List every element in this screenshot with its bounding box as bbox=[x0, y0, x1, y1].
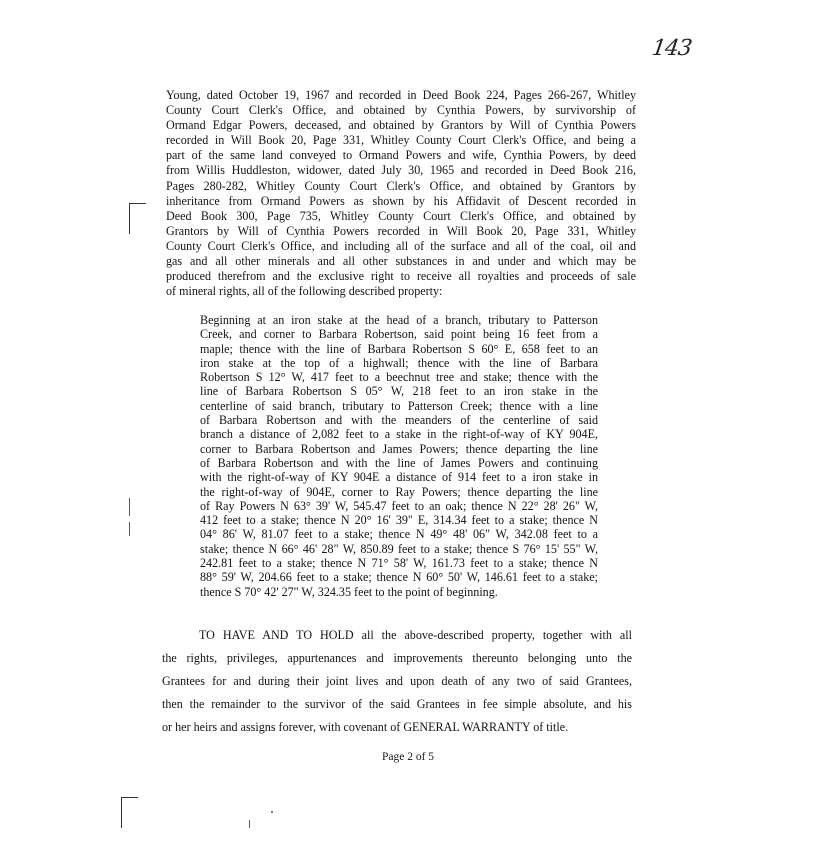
legal-description-block bbox=[200, 313, 598, 599]
text-line: of Ray Powers N 63° 39' W, 545.47 feet to an oak; thence N 22° 28' 26" W, bbox=[200, 498, 598, 513]
text-line: 88° 59' W, 204.66 feet to a stake; thence N 60° 50' W, 146.61 feet to a stake; bbox=[200, 570, 598, 585]
text-line: Grantors by Will of Cynthia Powers recorded in Will Book 20, Page 331, Whitley bbox=[166, 223, 636, 238]
text-line: recorded in Will Book 20, Page 331, Whitley County Court Clerk's Office, and being a bbox=[166, 133, 636, 148]
text-line: the right-of-way of 904E, corner to Ray Powers; thence departing the line bbox=[200, 484, 598, 499]
text-line: part of the same land conveyed to Ormand Powers and wife, Cynthia Powers, by deed bbox=[166, 148, 636, 163]
text-line: County Court Clerk's Office, and obtained by Cynthia Powers, by survivorship of bbox=[166, 103, 636, 118]
text-line: or her heirs and assigns forever, with covenant of GENERAL WARRANTY of title. bbox=[162, 720, 569, 734]
text-line: gas and all other minerals and all other substances in and under and which may be bbox=[166, 254, 636, 269]
text-line: Robertson S 12° W, 417 feet to a beechnut tree and stake; thence with the bbox=[200, 370, 598, 385]
text-line: Grantees for and during their joint lives and upon death of any two of said Grantees, bbox=[162, 674, 632, 688]
text-line: of Barbara Robertson and with the line of James Powers and continuing bbox=[200, 455, 598, 470]
text-line: then the remainder to the survivor of the said Grantees in fee simple absolute, and his bbox=[162, 697, 632, 711]
scan-speck bbox=[271, 811, 273, 813]
text-line: County Court Clerk's Office, and including all of the surface and all of the coal, oil and bbox=[166, 238, 636, 253]
scan-tick-mark bbox=[129, 522, 130, 536]
text-line: inheritance from Ormand Powers as shown by his Affidavit of Descent recorded in bbox=[166, 193, 636, 208]
text-line: of mineral rights, all of the following described property: bbox=[166, 284, 443, 299]
scan-bracket-mark bbox=[129, 203, 146, 234]
text-line: Beginning at an iron stake at the head of a branch, tributary to Patterson bbox=[200, 313, 598, 327]
text-line: Young, dated October 19, 1967 and recorded in Deed Book 224, Pages 266-267, Whitley bbox=[166, 88, 636, 102]
deed-source-paragraph bbox=[166, 88, 636, 299]
text-line: with the right-of-way of KY 904E a distance of 914 feet to a iron stake in bbox=[200, 470, 598, 485]
text-line: corner to Barbara Robertson and James Powers; thence departing the line bbox=[200, 441, 598, 456]
habendum-clause bbox=[162, 624, 632, 739]
scan-tick-mark bbox=[249, 820, 250, 828]
text-line: Ormand Edgar Powers, deceased, and obtained by Grantors by Will of Cynthia Powers bbox=[166, 118, 636, 133]
text-line: produced therefrom and the exclusive right to receive all royalties and proceeds of sale bbox=[166, 269, 636, 284]
text-line: from Willis Huddleston, widower, dated July 30, 1965 and recorded in Deed Book 216, bbox=[166, 163, 636, 178]
handwritten-page-number: 143 bbox=[650, 36, 693, 61]
text-line: 412 feet to a stake; thence N 20° 16' 39" E, 314.34 feet to a stake; thence N bbox=[200, 513, 598, 528]
text-line: centerline of said branch, tributary to Patterson Creek; thence with a line bbox=[200, 398, 598, 413]
text-line: 242.81 feet to a stake; thence N 71° 58' W, 161.73 feet to a stake; thence N bbox=[200, 556, 598, 571]
text-line: maple; thence with the line of Barbara Robertson S 60° E, 658 feet to an bbox=[200, 341, 598, 356]
text-line: thence S 70° 42' 27" W, 324.35 feet to the point of beginning. bbox=[200, 584, 498, 599]
text-line: Creek, and corner to Barbara Robertson, said point being 16 feet from a bbox=[200, 327, 598, 342]
scan-tick-mark bbox=[129, 498, 130, 516]
scan-bracket-mark bbox=[121, 797, 138, 828]
text-line: Pages 280-282, Whitley County Court Clerk's Office, and obtained by Grantors by bbox=[166, 178, 636, 193]
text-line: Deed Book 300, Page 735, Whitley County Court Clerk's Office, and obtained by bbox=[166, 208, 636, 223]
text-line: line of Barbara Robertson S 05° W, 218 feet to an iron stake in the bbox=[200, 384, 598, 399]
text-line: the rights, privileges, appurtenances and improvements thereunto belonging unto the bbox=[162, 651, 632, 665]
text-line: TO HAVE AND TO HOLD all the above-described property, together with all bbox=[199, 628, 632, 642]
text-line: branch a distance of 2,082 feet to a stake in the right-of-way of KY 904E, bbox=[200, 427, 598, 442]
text-line: iron stake at the top of a highwall; thence with the line of Barbara bbox=[200, 355, 598, 370]
text-line: of Barbara Robertson and with the meanders of the centerline of said bbox=[200, 413, 598, 428]
text-line: stake; thence N 66° 46' 28" W, 850.89 feet to a stake; thence S 76° 15' 55" W, bbox=[200, 541, 598, 556]
text-line: 04° 86' W, 81.07 feet to a stake; thence N 49° 48' 06" W, 342.08 feet to a bbox=[200, 527, 598, 542]
page-footer: Page 2 of 5 bbox=[381, 751, 435, 763]
